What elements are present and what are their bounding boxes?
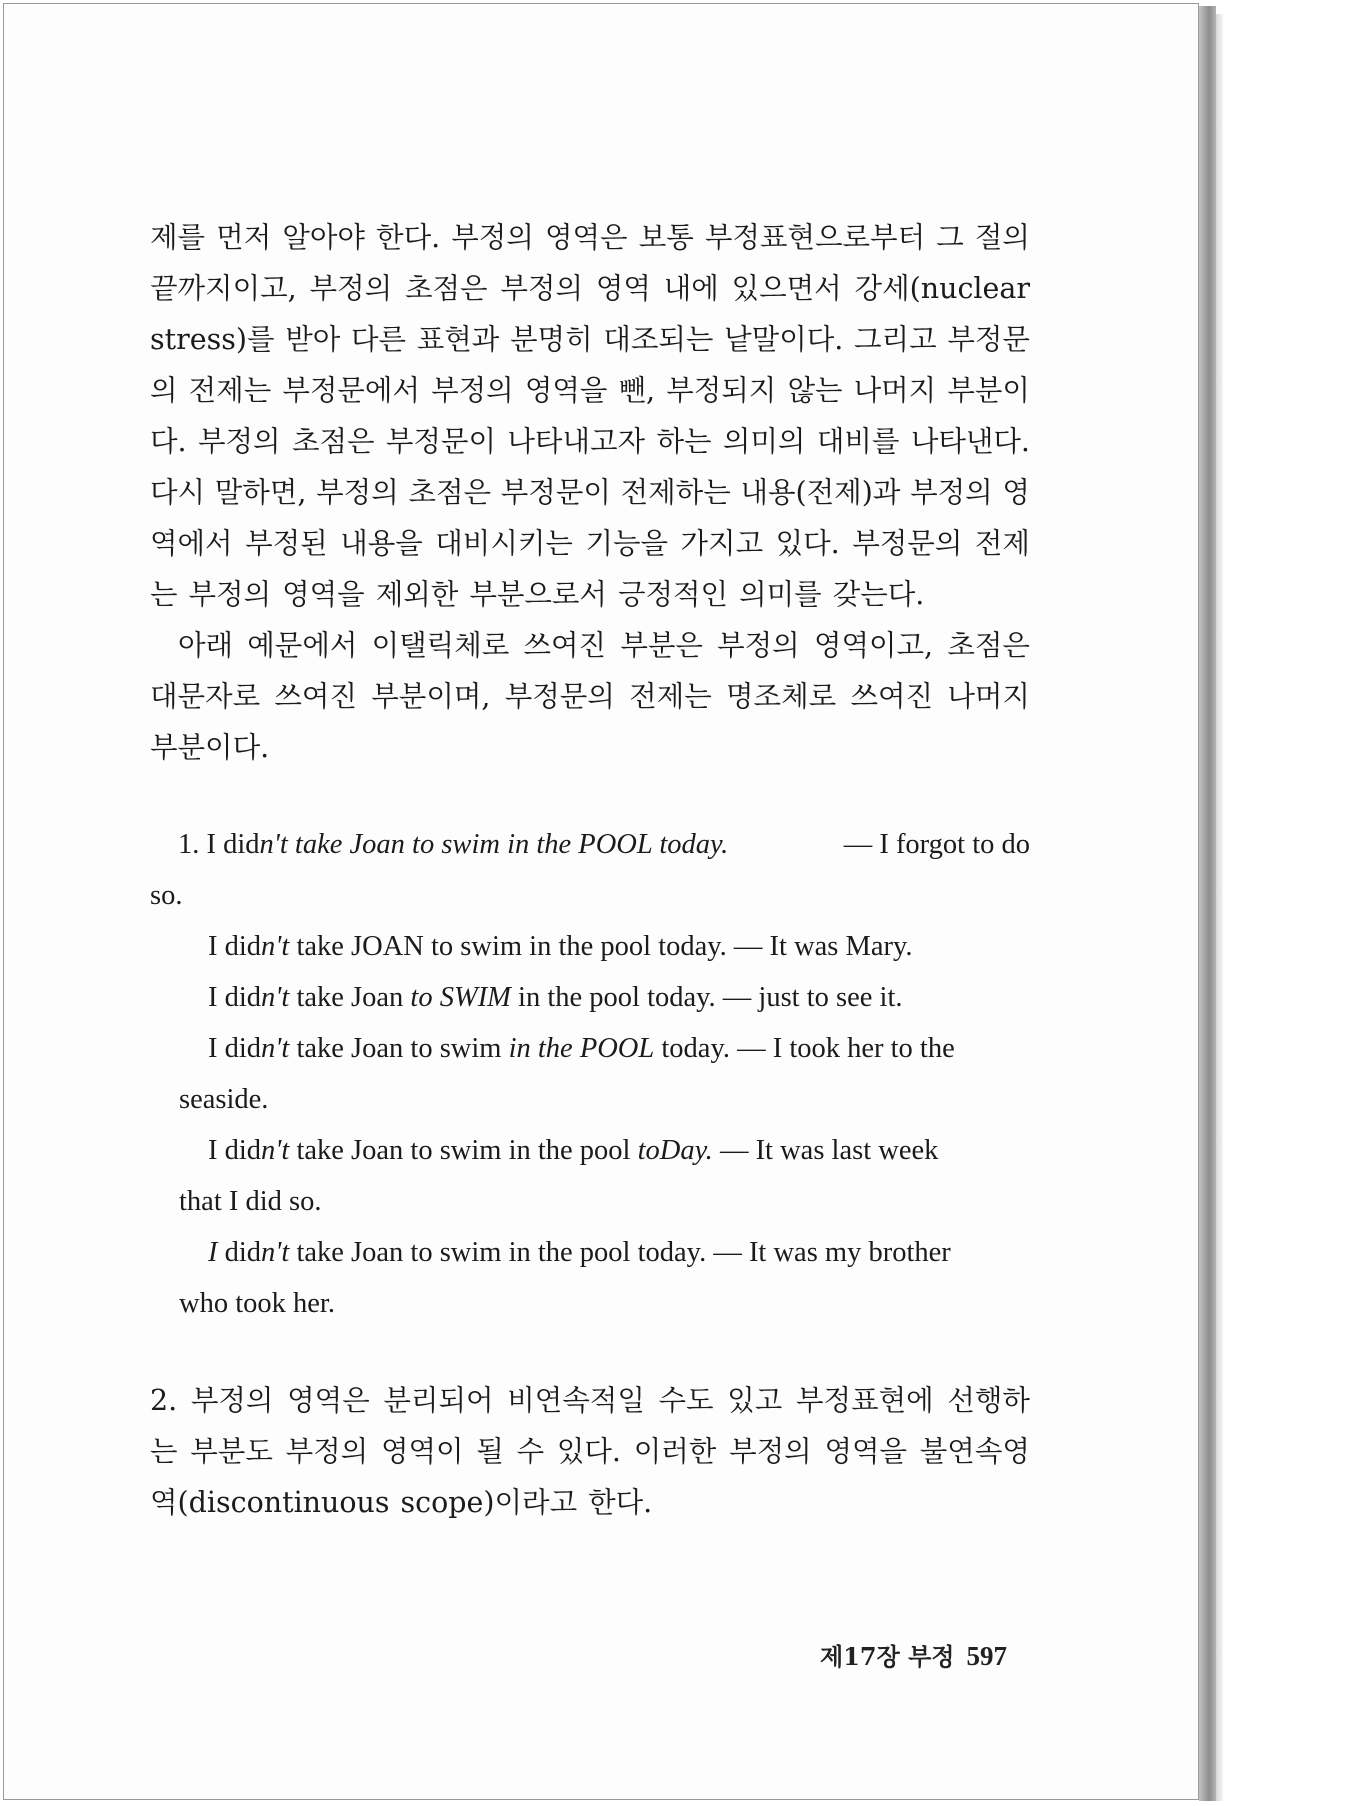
text-line [150,314,1030,365]
word: 그 [936,221,964,254]
example-text: today. — I took her to the [654,1033,955,1064]
paragraph-3 [150,1375,1030,1528]
word: 다른 [350,323,407,356]
word: 나머지 [947,680,1030,713]
example-sentence [150,1125,1030,1176]
word: 부정문에서 [282,374,420,407]
word: 는 [150,1435,178,1468]
word: 쓰여진 [523,629,607,662]
word: 부정의 [910,476,993,509]
text-line [150,722,1030,773]
negation-scope-text: n't take Joan to swim in the POOL today. [259,829,729,860]
word: 될 [476,1435,504,1468]
word: 부분이며, [371,680,491,713]
word: 부정의 [431,374,514,407]
word: 있다. [775,527,840,560]
word: 부정의 [717,629,800,662]
word: 한다. [376,221,441,254]
word: 대비시키는 [435,527,573,560]
word: stress)를 [150,323,275,356]
word: 부정의 [500,272,583,305]
page-content [150,212,1030,1528]
word: 부정의 [729,1435,812,1468]
example-text: I did [208,931,262,962]
word: 비연속적일 [507,1384,645,1417]
word: 수도 [658,1384,714,1417]
negation-scope-text: to SWIM [410,982,511,1013]
word: 아래 [178,629,234,662]
example-sentence [150,1023,1030,1074]
negation-marker: n't [261,982,290,1013]
text-line [150,1426,1030,1477]
word: 나머지 [853,374,937,407]
negation-marker: n't [261,1237,290,1268]
word: 부정된 [245,527,328,560]
example-sentence [150,819,1030,870]
word: 기능을 [585,527,669,560]
word: 뺀, [618,374,656,407]
word: 부정문이 [500,476,611,509]
word: 쓰여진 [274,680,357,713]
word: 의 [150,374,178,407]
example-sentence [150,972,1030,1023]
text-line [150,416,1030,467]
word: 부정표현에 [796,1384,934,1417]
example-text: — It was last week [712,1135,939,1166]
word: 절의 [974,221,1030,254]
word: 부정되지 [666,374,777,407]
word: 내용(전제)과 [740,476,901,509]
example-text: 1. I did [178,829,260,860]
word: 분리되어 [383,1384,494,1417]
word: 의미를 [739,578,822,611]
word: 나타낸다. [910,425,1030,458]
word: 역(discontinuous [150,1486,390,1519]
word: 부정의 [197,425,281,458]
word: 예문에서 [247,629,358,662]
word: 표현과 [416,323,500,356]
example-continuation: seaside. [179,1084,269,1115]
negation-scope-text: in the POOL [508,1033,655,1064]
page-edge-shadow [1216,14,1223,1801]
word: 2. [150,1384,178,1417]
word: 영역이고, [813,629,934,662]
word: 부정의 [188,578,272,611]
example-text: take Joan to swim [289,1033,509,1064]
example-text: I did [208,1033,262,1064]
word: 부분은 [620,629,703,662]
word: 가지고 [680,527,764,560]
example-text: I did [208,982,262,1013]
text-line [150,569,1030,620]
word: 수 [516,1435,545,1468]
example-main [178,819,728,870]
negation-marker: n't [261,1135,290,1166]
example-comment: — I forgot to do [843,829,1030,860]
word: 대문자로 [150,680,261,713]
word: 다시 [150,476,206,509]
word: 있다. [556,1435,621,1468]
word: 영역은 [544,221,628,254]
example-text: take Joan [289,982,411,1013]
word: 명조체로 [726,680,837,713]
example-continuation: that I did so. [179,1186,322,1217]
example-continuation: who took her. [179,1288,335,1319]
example-sentence [150,921,1030,972]
text-line [150,365,1030,416]
word: 다. [150,425,187,458]
word: 초점은 [404,272,488,305]
word: 영역을 [282,578,365,611]
word: 전제는 [188,374,272,407]
negation-scope-text: toDay. [637,1135,713,1166]
paragraph-2 [150,620,1030,773]
negation-marker: n't [261,931,290,962]
example-text: take Joan to swim in the pool today. — It was my brother [289,1237,951,1268]
word: 부정표현으로부터 [704,221,926,254]
word: 부분도 [190,1435,273,1468]
word: 긍정적인 [617,578,729,611]
word: 부정문 [947,323,1030,356]
word: 있으면서 [731,272,842,305]
word: 부분이 [947,374,1030,407]
word: 한다. [588,1486,653,1519]
word: 말하면, [214,476,307,509]
text-line [150,620,1030,671]
word: 선행하 [947,1384,1030,1417]
word: 대조되는 [603,323,714,356]
word: 영역을 [824,1435,908,1468]
word: 낱말이다. [724,323,844,356]
chapter-title: 제17장 부정 [820,1642,955,1671]
word: 하는 [656,425,712,458]
paragraph-1 [150,212,1030,620]
example-text: I did [208,1135,262,1166]
example-sentence [150,1227,1030,1278]
word: 받아 [285,323,341,356]
word: 불연속영 [919,1435,1030,1468]
negation-marker: n't [261,1033,290,1064]
example-continuation: so. [150,880,183,911]
text-line [150,1375,1030,1426]
word: 부정의 [451,221,534,254]
word: 내용을 [340,527,423,560]
example-text: did [217,1237,262,1268]
text-line [150,263,1030,314]
word: 강세(nuclear [854,272,1030,305]
word: 보통 [638,221,694,254]
word: 분명히 [510,323,593,356]
word: 부정의 [285,1435,369,1468]
text-line [150,467,1030,518]
example-text: take Joan to swim in the pool [289,1135,638,1166]
text-line [150,671,1030,722]
word: 이러한 [633,1435,717,1468]
word: 제외한 [375,578,459,611]
word: 그리고 [854,323,937,356]
page-footer [820,1637,1007,1672]
word: 있고 [727,1384,783,1417]
word: 영역 [595,272,651,305]
word: 부정의 [316,476,399,509]
word: 전제 [974,527,1030,560]
word: 부정의 [309,272,393,305]
word: 쓰여진 [850,680,934,713]
word: 이탤릭체로 [371,629,510,662]
word: 대비를 [816,425,900,458]
word: 부정의 [190,1384,274,1417]
word: 부분이다. [150,731,270,764]
example-text: take JOAN to swim in the pool today. — It was Mary. [289,931,913,962]
text-line [150,212,1030,263]
word: 영역을 [524,374,608,407]
word: 부정문의 [504,680,615,713]
word: scope)이라고 [400,1486,578,1519]
negation-scope-text: I [208,1237,218,1268]
page-number: 597 [966,1641,1007,1671]
word: 초점은 [408,476,492,509]
page-edge [1199,6,1216,1801]
word: 는 [150,578,178,611]
example-block-1 [150,819,1030,1329]
word: 영역이 [380,1435,464,1468]
word: 제를 [150,221,206,254]
word: 나타내고자 [507,425,646,458]
word: 갖는다. [832,578,925,611]
word: 영역은 [287,1384,370,1417]
word: 부정문이 [385,425,497,458]
word: 초점은 [947,629,1030,662]
word: 내에 [663,272,719,305]
word: 영 [1002,476,1030,509]
word: 먼저 [216,221,272,254]
word: 부분으로서 [469,578,607,611]
word: 초점은 [291,425,375,458]
example-text: in the pool today. — just to see it. [510,982,903,1013]
word: 전제는 [629,680,712,713]
word: 역에서 [150,527,233,560]
word: 알아야 [282,221,365,254]
word: 끝까지이고, [150,272,297,305]
word: 부정문의 [852,527,963,560]
word: 않는 [787,374,843,407]
word: 의미의 [722,425,806,458]
text-line [150,1477,1030,1528]
word: 전제하는 [620,476,731,509]
text-line [150,518,1030,569]
